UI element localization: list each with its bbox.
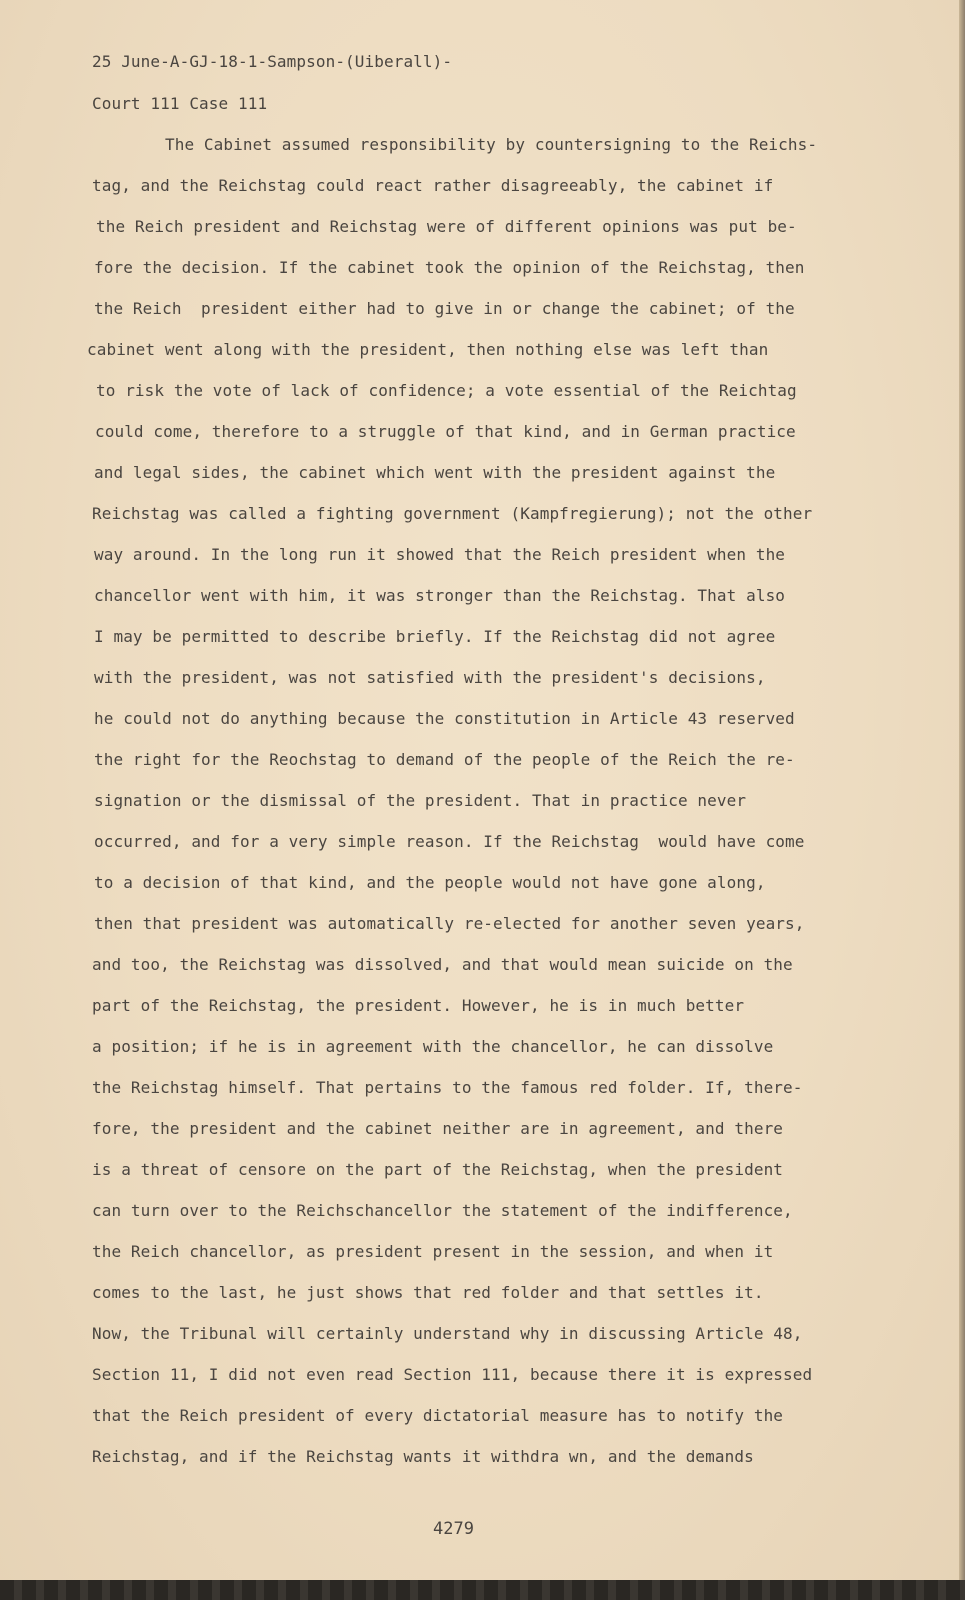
header-line-2: Court 111 Case 111 [92, 94, 268, 113]
body-line: tag, and the Reichstag could react rather disagreeably, the cabinet if [92, 176, 774, 195]
body-line: fore, the president and the cabinet neither are in agreement, and there [92, 1119, 784, 1138]
body-line: and too, the Reichstag was dissolved, and that would mean suicide on the [92, 955, 793, 974]
body-line: comes to the last, he just shows that red folder and that settles it. [92, 1283, 764, 1302]
body-line: that the Reich president of every dictatorial measure has to notify the [92, 1406, 784, 1425]
body-line: the Reichstag himself. That pertains to the famous red folder. If, there- [92, 1078, 803, 1097]
body-line: chancellor went with him, it was stronger than the Reichstag. That also [94, 586, 786, 605]
body-line: The Cabinet assumed responsibility by countersigning to the Reichs- [165, 135, 818, 154]
body-line: the Reich president and Reichstag were of different opinions was put be- [96, 217, 797, 236]
body-line: I may be permitted to describe briefly. If the Reichstag did not agree [94, 627, 776, 646]
body-line: and legal sides, the cabinet which went with the president against the [94, 463, 776, 482]
body-line: signation or the dismissal of the president. That in practice never [94, 791, 747, 810]
body-line: to risk the vote of lack of confidence; a vote essential of the Reichtag [96, 381, 797, 400]
body-line: to a decision of that kind, and the people would not have gone along, [94, 873, 766, 892]
body-line: Section 11, I did not even read Section 111, because there it is expressed [92, 1365, 813, 1384]
body-line: part of the Reichstag, the president. However, he is in much better [92, 996, 745, 1015]
body-line: could come, therefore to a struggle of that kind, and in German practice [95, 422, 796, 441]
body-line: fore the decision. If the cabinet took the opinion of the Reichstag, then [94, 258, 805, 277]
body-line: then that president was automatically re-elected for another seven years, [94, 914, 805, 933]
body-line: can turn over to the Reichschancellor the statement of the indifference, [92, 1201, 793, 1220]
body-line: he could not do anything because the constitution in Article 43 reserved [94, 709, 795, 728]
body-line: a position; if he is in agreement with the chancellor, he can dissolve [92, 1037, 774, 1056]
body-line: is a threat of censore on the part of the Reichstag, when the president [92, 1160, 784, 1179]
header-line-1: 25 June-A-GJ-18-1-Sampson-(Uiberall)- [92, 52, 453, 71]
body-line: occurred, and for a very simple reason. If the Reichstag would have come [94, 832, 805, 851]
body-line: Now, the Tribunal will certainly understand why in discussing Article 48, [92, 1324, 803, 1343]
body-line: Reichstag, and if the Reichstag wants it withdra wn, and the demands [92, 1447, 754, 1466]
page-number: 4279 [433, 1519, 474, 1539]
body-line: with the president, was not satisfied with the president's decisions, [94, 668, 766, 687]
body-line: the Reich chancellor, as president present in the session, and when it [92, 1242, 774, 1261]
scan-bottom-strip [0, 1580, 965, 1600]
body-line: Reichstag was called a fighting government (Kampfregierung); not the other [92, 504, 813, 523]
body-line: the Reich president either had to give in or change the cabinet; of the [94, 299, 795, 318]
body-line: cabinet went along with the president, then nothing else was left than [87, 340, 769, 359]
body-line: way around. In the long run it showed that the Reich president when the [94, 545, 786, 564]
page-edge-shadow [959, 0, 965, 1600]
body-line: the right for the Reochstag to demand of the people of the Reich the re- [94, 750, 795, 769]
